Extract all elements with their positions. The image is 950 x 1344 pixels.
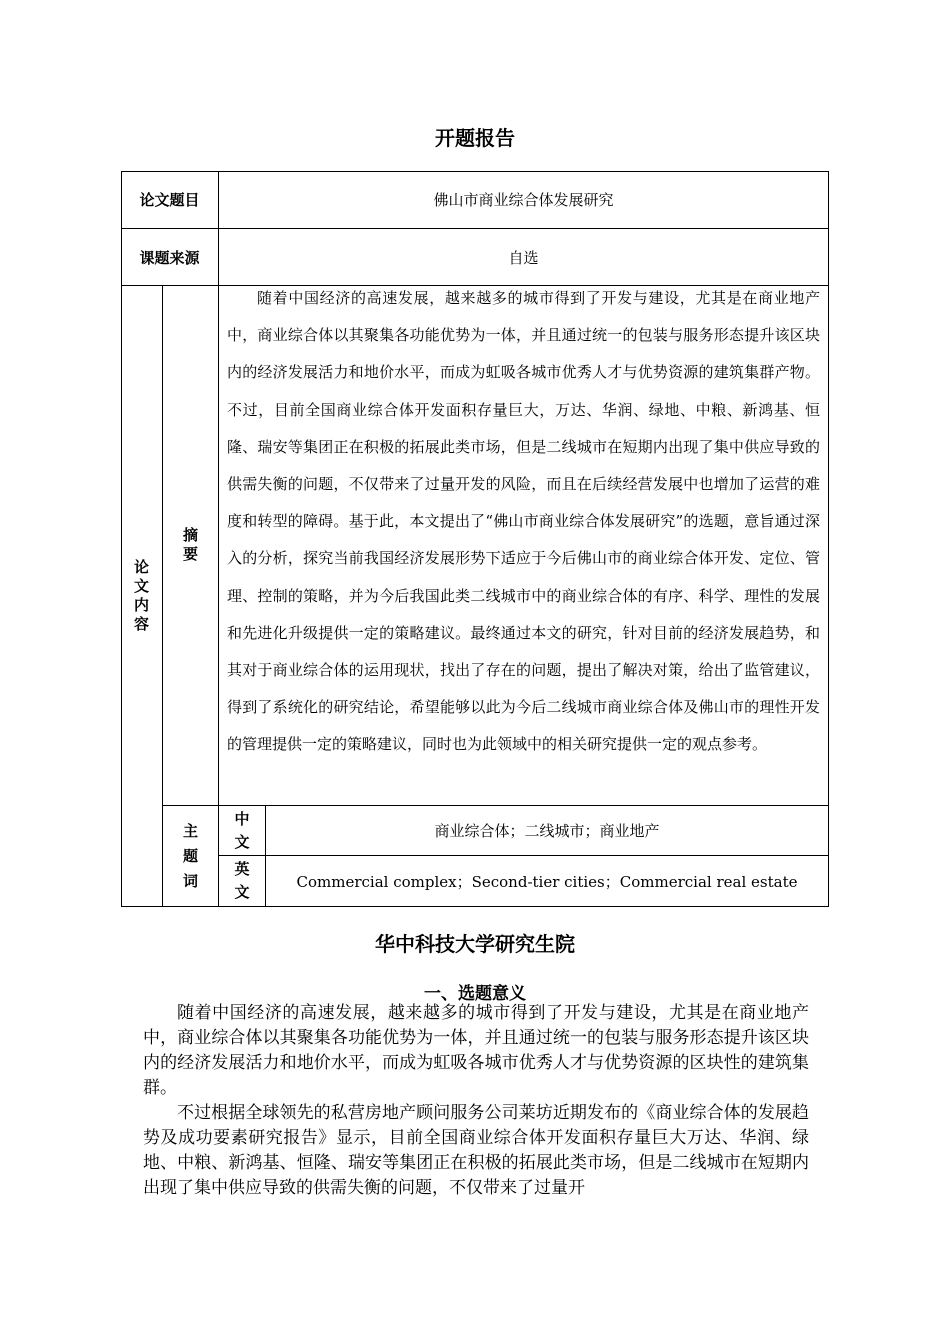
en-label: 英文 bbox=[234, 860, 250, 901]
institution-name: 华中科技大学研究生院 bbox=[375, 932, 575, 956]
abstract-text: 随着中国经济的高速发展，越来越多的城市得到了开发与建设，尤其是在商业地产中，商业综合体以其聚集各功能优势为一体，并且通过统一的包装与服务形态提升该区块内的经济发展活力和地价水平，而成为虹吸各城市优秀人才与优势资源的建筑集群产物。不过，目前全国商业综合体开发面积存量巨大，万达、华润、绿地、中粮、新鸿基、恒隆、瑞安等集团正在积极的拓展此类市场，但是二线城市在短期内出现了集中供应导致的供需失衡的问题，不仅带来了过量开发的风险，而且在后续经营发展中也增加了运营的难度和转型的障碍。基于此，本文提出了“佛山市商业综合体发展研究”的选题，意旨通过深入的分析，探究当前我国经济发展形势下适应于今后佛山市的商业综合体开发、定位、管理、控制的策略，并为今后我国此类二线城市中的商业综合体的有序、科学、理性的发展和先进化升级提供一定的策略建议。最终通过本文的研究，针对目前的经济发展趋势，和其对于商业综合体的运用现状，找出了存在的问题，提出了解决对策，给出了监管建议，得到了系统化的研究结论，希望能够以此为今后二线城市商业综合体及佛山市的理性开发的管理提供一定的策略建议，同时也为此领域中的相关研究提供一定的观点参考。 bbox=[227, 289, 820, 754]
abstract-label: 摘要 bbox=[182, 526, 198, 563]
section-heading: 一、选题意义 bbox=[424, 984, 526, 1004]
section-body bbox=[143, 1001, 809, 1201]
source-label: 课题来源 bbox=[139, 248, 200, 267]
paragraph: 不过根据全球领先的私营房地产顾问服务公司莱坊近期发布的《商业综合体的发展趋势及成功要素研究报告》显示，目前全国商业综合体开发面积存量巨大万达、华润、绿地、中粮、新鸿基、恒隆、瑞安等集团正在积极的拓展此类市场，但是二线城市在短期内出现了集中供应导致的供需失衡的问题，不仅带来了过量开 bbox=[143, 1103, 809, 1198]
report-title: 开题报告 bbox=[435, 126, 515, 150]
topic-label: 论文题目 bbox=[139, 191, 200, 209]
zh-keywords: 商业综合体；二线城市；商业地产 bbox=[434, 822, 660, 840]
source-value: 自选 bbox=[508, 248, 539, 267]
topic-value: 佛山市商业综合体发展研究 bbox=[433, 191, 614, 209]
content-label: 论文内容 bbox=[133, 558, 149, 633]
paragraph: 随着中国经济的高速发展，越来越多的城市得到了开发与建设，尤其是在商业地产中，商业综合体以其聚集各功能优势为一体，并且通过统一的包装与服务形态提升该区块内的经济发展活力和地价水平，而成为虹吸各城市优秀人才与优势资源的区块性的建筑集群。 bbox=[143, 1003, 809, 1098]
proposal-table bbox=[121, 171, 829, 907]
zh-label: 中文 bbox=[234, 809, 250, 851]
keywords-label: 主题词 bbox=[182, 821, 198, 890]
en-keywords: Commercial complex；Second-tier cities；Commercial real estate bbox=[296, 872, 798, 891]
